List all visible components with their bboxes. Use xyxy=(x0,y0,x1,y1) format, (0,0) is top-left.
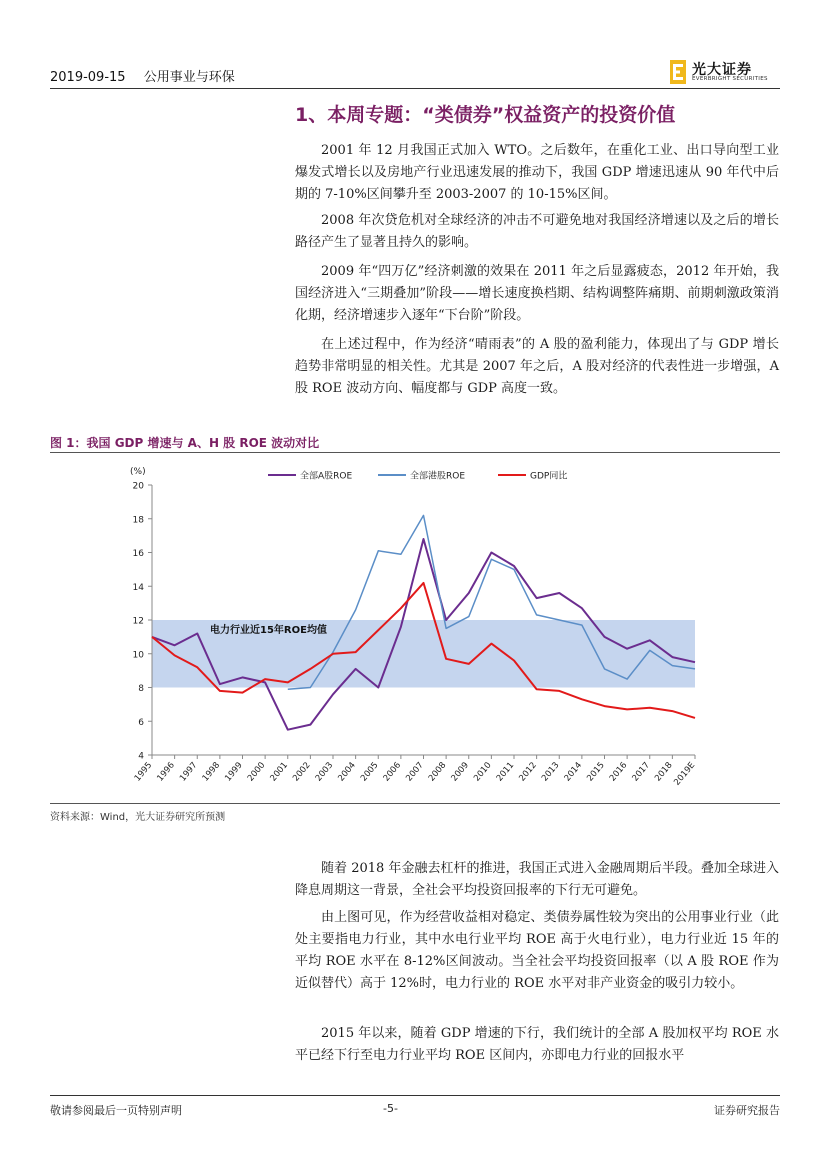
y-tick-label: 8 xyxy=(138,684,144,694)
y-tick-label: 10 xyxy=(132,650,144,661)
paragraph: 在上述过程中，作为经济“晴雨表”的 A 股的盈利能力，体现出了与 GDP 增长趋势非常明显的相关性。尤其是 2007 年之后，A 股对经济的代表性进一步增强，A 股 ROE 波动方向、幅度都与 GDP 高度一致。 xyxy=(295,337,779,396)
paragraph: 2001 年 12 月我国正式加入 WTO。之后数年，在重化工业、出口导向型工业爆发式增长以及房地产行业迅速发展的推动下，我国 GDP 增速迅速从 90 年代中后期的 7-10%区间攀升至 2003-2007 的 10-15%区间。 xyxy=(295,143,779,202)
report-category: 公用事业与环保 xyxy=(143,70,235,85)
x-tick-label: 2016 xyxy=(607,760,630,784)
y-tick-label: 20 xyxy=(132,481,144,492)
x-tick-label: 2000 xyxy=(245,760,268,784)
header-info xyxy=(50,66,249,85)
figure-top-rule xyxy=(50,452,780,453)
header-divider xyxy=(50,88,780,89)
x-tick-label: 1997 xyxy=(177,760,200,784)
x-tick-label: 1999 xyxy=(223,760,245,784)
x-tick-label: 2014 xyxy=(562,760,585,784)
y-tick-label: 16 xyxy=(132,549,144,559)
x-tick-label: 2004 xyxy=(336,760,358,784)
x-tick-label: 2011 xyxy=(494,760,517,784)
paragraph: 由上图可见，作为经营收益相对稳定、类债券属性较为突出的公用事业行业（此处主要指电力行业，其中水电行业平均 ROE 高于火电行业），电力行业近 15 年的平均 ROE 水平在 8-12%区间波动。当全社会平均投资回报率（以 A 股 ROE 作为近似替代）高于 12%时，电力行业的 ROE 水平对非产业资金的吸引力较小。 xyxy=(295,910,779,991)
report-date: 2019-09-15 xyxy=(50,70,126,85)
paragraph: 随着 2018 年金融去杠杆的推进，我国正式进入金融周期后半段。叠加全球进入降息周期这一背景，全社会平均投资回报率的下行无可避免。 xyxy=(295,861,779,898)
footer-report-type: 证券研究报告 xyxy=(714,1104,780,1117)
y-tick-label: 6 xyxy=(138,717,144,728)
page-number: -5- xyxy=(383,1102,398,1115)
logo-text-cn: 光大证券 xyxy=(692,62,752,78)
logo-mark-icon xyxy=(670,60,686,84)
y-tick-label: 14 xyxy=(132,582,144,593)
x-tick-label: 2007 xyxy=(404,760,426,784)
x-tick-label: 2010 xyxy=(472,760,494,784)
y-tick-label: 4 xyxy=(138,751,144,762)
section-title: 1、本周专题：“类债券”权益资产的投资价值 xyxy=(295,104,676,126)
x-tick-label: 2008 xyxy=(426,760,449,784)
company-logo xyxy=(670,58,780,86)
x-tick-label: 2002 xyxy=(291,760,313,784)
x-tick-label: 2019E xyxy=(672,760,698,788)
x-tick-label: 2005 xyxy=(358,760,381,784)
x-tick-label: 2003 xyxy=(313,760,336,784)
legend-label: 全部A股ROE xyxy=(300,471,353,482)
page-header xyxy=(50,58,780,88)
legend-label: GDP同比 xyxy=(530,471,568,482)
x-tick-label: 2001 xyxy=(268,760,291,784)
figure-title: 图 1：我国 GDP 增速与 A、H 股 ROE 波动对比 xyxy=(50,436,320,450)
x-tick-label: 2017 xyxy=(630,760,653,784)
x-tick-label: 2012 xyxy=(517,760,539,784)
figure-source: 资料来源：Wind，光大证券研究所预测 xyxy=(50,812,226,823)
x-tick-label: 1995 xyxy=(132,760,155,784)
paragraph: 2015 年以来，随着 GDP 增速的下行，我们统计的全部 A 股加权平均 ROE 水平已经下行至电力行业平均 ROE 区间内，亦即电力行业的回报水平 xyxy=(295,1026,779,1063)
paragraph: 2008 年次贷危机对全球经济的冲击不可避免地对我国经济增速以及之后的增长路径产生了显著且持久的影响。 xyxy=(295,213,779,250)
x-tick-label: 2018 xyxy=(653,760,675,784)
band-label: 电力行业近15年ROE均值 xyxy=(210,625,327,636)
line-chart xyxy=(100,455,720,800)
x-tick-label: 1996 xyxy=(155,760,177,784)
paragraph: 2009 年“四万亿”经济刺激的效果在 2011 年之后显露疲态，2012 年开始，我国经济进入“三期叠加”阶段——增长速度换档期、结构调整阵痛期、前期刺激政策消化期，经济增速步入逐年“下台阶”阶段。 xyxy=(295,264,779,323)
y-axis-unit: (%) xyxy=(130,467,146,477)
x-tick-label: 2006 xyxy=(381,760,404,784)
x-tick-label: 2015 xyxy=(585,760,607,784)
logo-text-en: EVERBRIGHT SECURITIES xyxy=(692,76,768,82)
footer-divider xyxy=(50,1095,780,1096)
legend-label: 全部港股ROE xyxy=(410,471,466,482)
x-tick-label: 1998 xyxy=(200,760,223,784)
x-tick-label: 2009 xyxy=(449,760,472,784)
y-tick-label: 18 xyxy=(132,515,144,526)
x-tick-label: 2013 xyxy=(539,760,562,784)
footer-disclaimer: 敬请参阅最后一页特别声明 xyxy=(50,1104,182,1117)
figure-bottom-rule xyxy=(50,803,780,804)
y-tick-label: 12 xyxy=(132,616,144,627)
